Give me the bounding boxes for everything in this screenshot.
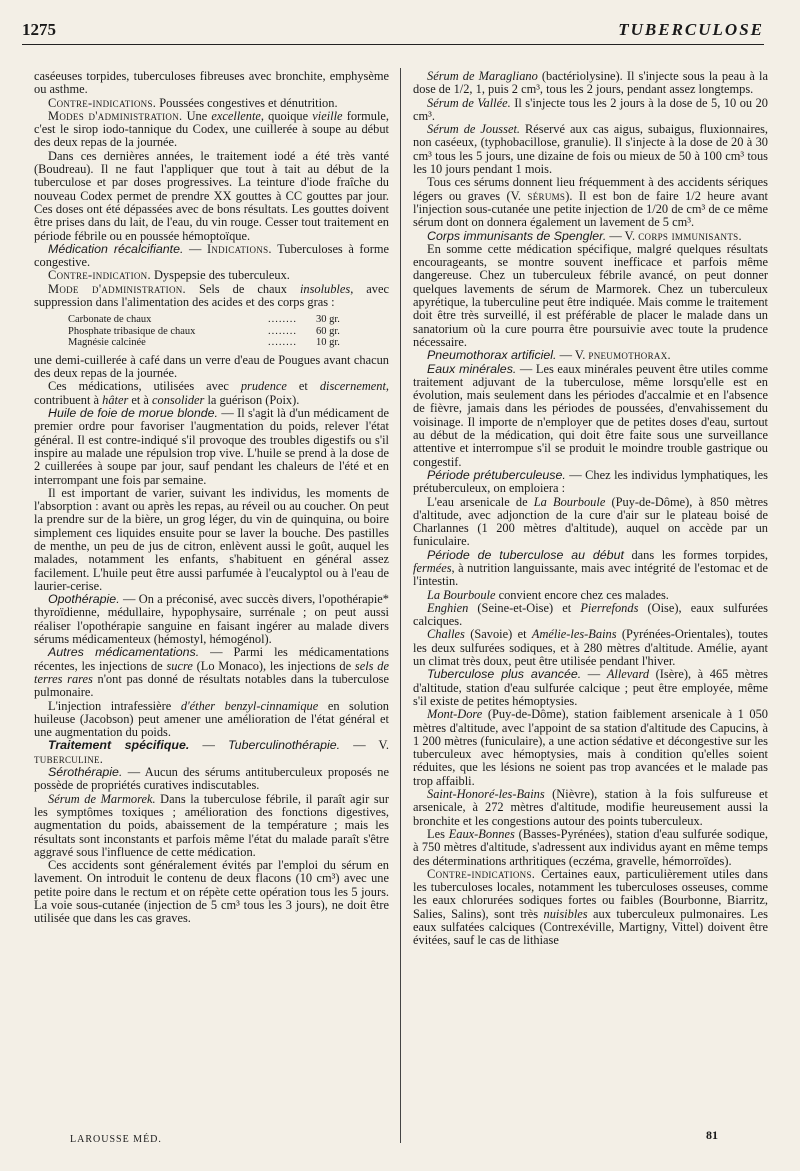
paragraph: La Bourboule convient encore chez ces malades. bbox=[427, 587, 669, 602]
subsection-title: Sérum de Marmorek. bbox=[48, 791, 156, 806]
paragraph-serum-maragliano: Sérum de Maragliano (bactériolysine). Il s'injecte sous la peau à la dose de 1/2, 1, puis 2 cm³, tous les 2 jours, pendant assez longtemps. bbox=[413, 69, 768, 97]
prescription-row: Magnésie calcinée ........ 10 gr. bbox=[68, 337, 340, 349]
paragraph: caséeuses torpides, tuberculoses fibreuses avec bronchite, emphysème ou asthme. bbox=[34, 69, 389, 97]
subsection-title: Médication récalcifiante. bbox=[48, 241, 184, 256]
subsection-title: Sérum de Vallée. bbox=[427, 95, 511, 110]
paragraph-periode-pretuberculeuse: Période prétuberculeuse. — Chez les individus lymphatiques, les prétuberculeux, on emploiera : bbox=[413, 467, 769, 496]
subsection-title: Autres médicamentations. bbox=[48, 645, 200, 660]
subsection-title: Sérum de Jousset. bbox=[427, 122, 520, 137]
paragraph-traitement-iode: Dans ces dernières années, le traitement iodé a été très vanté (Boudreau). Il ne faut l'appliquer que tout à tait au début de la tuberculose et par doses progressives. La teinture d'iode fraîche du nouveau Codex permet de prendre XX gouttes à CC gouttes par jour. Ces doses ont été dépassées avec de bons résultats. Les gouttes doivent être prises dans du lait, de l'eau, du vin rouge. Cesser tout traitement en période fébrile ou en poussée hémoptoïque. bbox=[34, 148, 389, 243]
paragraph: une demi-cuillerée à café dans un verre d'eau de Pougues avant chacun des deux repas de la journée. bbox=[34, 352, 389, 381]
paragraph: Il est important de varier, suivant les individus, les moments de l'absorption : avant ou après les repas, au réveil ou au coucher. On peut la prendre sur de la bière, un grog léger, du vin de quinquina, ou boire simplement ces liquides ensuite pour se laver la bouche. Des pastilles de menthe, un peu de jus de citron, enlèvent aussi le goût, auquel les malades, notamment les enfants, s'habituent en général assez facilement. L'huile peut être aussi parfumée à l'eucalyptol ou à l'eau de laurier-cerise. bbox=[34, 485, 389, 593]
subsection-title: Période de tuberculose au début bbox=[427, 547, 624, 562]
paragraph: Ces médications, utilisées avec prudence et discernement, contribuent à hâter et à consolider la guérison (Poix). bbox=[34, 379, 390, 407]
paragraph-pneumothorax: Pneumothorax artificiel. — V. pneumothorax. bbox=[427, 348, 671, 363]
paragraph-huile-foie-morue: Huile de foie de morue blonde. — Il s'agit là d'un médicament de premier ordre pour favoriser l'augmentation du poids, relever l'état général. Il est contre-indiqué s'il provoque des troubles digestifs ou s'il inspire au malade une répulsion trop vive. L'huile se prend à la dose de 2 cuillerées à soupe par jour, sauf pendant les chaleurs de l'été et en interrompant une fois par semaine. bbox=[34, 406, 389, 487]
left-column bbox=[34, 70, 389, 926]
paragraph-serum-vallee: Sérum de Vallée. Il s'injecte tous les 2 jours à la dose de 5, 10 ou 20 cm³. bbox=[413, 95, 768, 123]
paragraph: Mont-Dore (Puy-de-Dôme), station faiblement arsenicale à 1 050 mètres d'altitude, avec l'appoint de sa station d'altitude des Capucins, à 1 200 mètres (funiculaire), a une action sédative et décongestive sur les tuberculeux avec hémoptysies, mais à condition qu'elles soient réduites, que les lésions ne soient pas trop avancées et le malade pas trop affaibli. bbox=[413, 707, 768, 788]
paragraph: L'eau arsenicale de La Bourboule (Puy-de-Dôme), à 850 mètres d'altitude, avec adjonction de la cure d'air sur le plateau boisé de Charlannes (1 200 mètres d'altitude), auquel on accède par un funiculaire. bbox=[413, 494, 768, 549]
paragraph: Enghien (Seine-et-Oise) et Pierrefonds (Oise), eaux sulfurées calciques. bbox=[413, 600, 768, 629]
subsection-title: Pneumothorax artificiel. bbox=[427, 348, 557, 363]
subsection-title: Tuberculose plus avancée. bbox=[427, 667, 582, 682]
prescription-row: Phosphate tribasique de chaux ........ 60 gr. bbox=[68, 325, 340, 337]
paragraph: En somme cette médication spécifique, malgré quelques résultats encourageants, se montre souvent inefficace et parfois même dangereuse. Chez un tuberculeux fébrile avancé, on peut donner quelques lavements de sérum de Marmorek. Chez un tuberculeux apyrétique, la tuberculine peut être indiquée. Mais comme le traitement doit être très surveillé, il est préférable de placer le malade dans un sanatorium où la cure pourra être poursuivie avec toute la prudence nécessaire. bbox=[413, 241, 768, 349]
section-label: Modes d'administration. bbox=[48, 108, 183, 123]
paragraph-serum-marmorek: Sérum de Marmorek. Dans la tuberculose fébrile, il paraît agir sur les symptômes toxiques ; amélioration des fonctions digestives, augmentation du poids, abaissement de la température ; mais les résultats sont inconstants et parfois même l'état du malade paraît s'être aggravé sous l'influence de cette médication. bbox=[34, 791, 389, 859]
page-header bbox=[22, 20, 764, 45]
paragraph-mode-administration: Mode d'administration. Sels de chaux insolubles, avec suppression dans l'alimentation des acides et des corps gras : bbox=[34, 281, 390, 310]
paragraph-traitement-specifique: Traitement spécifique. — Tuberculinothérapie. — V. tuberculine. bbox=[34, 738, 389, 766]
folio-number: 81 bbox=[706, 1128, 718, 1142]
right-column bbox=[413, 70, 768, 948]
paragraph-contre-indications: Contre-indications. Certaines eaux, particulièrement utiles dans les tuberculoses locales, notamment les tuberculoses osseuses, comme les eaux chlorurées sodiques fortes ou faibles (Bourbonne, Biarritz, Salies, Salins), sont très nuisibles aux tuberculeux pulmonaires. Les eaux sulfatées calciques (Contrexéville, Martigny, Vittel) doivent être évitées, sauf le cas de lithiase bbox=[413, 866, 768, 948]
paragraph-tuberculose-debut: Période de tuberculose au début dans les formes torpides, fermées, à nutrition languissante, mais avec intégrité de l'estomac et de l'intestin. bbox=[413, 547, 768, 589]
paragraph: L'injection intrafessière d'éther benzyl-cinnamique en solution huileuse (Jacobson) peut amener une amélioration de l'état général et une augmentation du poids. bbox=[34, 698, 389, 740]
paragraph-medication-recalcifiante: Médication récalcifiante. — Indications. Tuberculoses à forme congestive. bbox=[34, 241, 389, 270]
column-divider bbox=[400, 68, 401, 1143]
paragraph-autres-medicamentations: Autres médicamentations. — Parmi les médicamentations récentes, les injections de sucre (Lo Monaco), les injections de sels de terres rares n'ont pas donné de résultats notables dans la tuberculose pulmonaire. bbox=[34, 645, 390, 700]
subsection-title: Opothérapie. bbox=[48, 592, 120, 607]
subsection-title: Traitement spécifique. bbox=[48, 738, 190, 753]
page-number: 1275 bbox=[22, 20, 56, 39]
subsection-title: Période prétuberculeuse. bbox=[427, 467, 566, 482]
paragraph: Tous ces sérums donnent lieu fréquemment à des accidents sériques légers ou graves (V. sérums). Il est bon de faire 1/2 heure avant l'injection sous-cutanée une petite injection de 1/20 de cm³ de ce même sérum dont on donnera également un lavement de 5 cm³. bbox=[413, 175, 769, 230]
paragraph-eaux-minerales: Eaux minérales. — Les eaux minérales peuvent être utiles comme traitement adjuvant de la tuberculose, même lorsqu'elle est en évolution, mais seulement dans les périodes d'accalmie et en l'absence de fièvre, jamais dans les périodes de poussées, d'envahissement du voisinage. Il importe de n'employer que de petites doses d'eau, surtout au début de la médication, qui doit être faite sous une surveillance attentive et interrompue s'il se produit le moindre trouble gastrique ou congestif. bbox=[413, 361, 768, 469]
paragraph-contre-indication: Contre-indication. Dyspepsie des tuberculeux. bbox=[48, 268, 290, 283]
paragraph: Challes (Savoie) et Amélie-les-Bains (Pyrénées-Orientales), toutes les deux sulfurées sodiques, et à 280 mètres d'altitude. Amélie, ayant un climat très doux, peut être utilisée pendant l'hiver. bbox=[413, 627, 768, 669]
section-label: Contre-indications. bbox=[48, 95, 157, 110]
paragraph: Ces accidents sont généralement évités par l'emploi du sérum en lavement. On introduit le contenu de deux flacons (10 cm³) avec une petite poire dans le rectum et on répète cette opération tous les 5 jours. La voie sous-cutanée (injection de 5 cm³ tous les 3 jours), ne doit être utilisée que dans les cas graves. bbox=[34, 858, 389, 926]
paragraph-corps-immunisants: Corps immunisants de Spengler. — V. corps immunisants. bbox=[427, 228, 742, 243]
paragraph-opotherapie: Opothérapie. — On a préconisé, avec succès divers, l'opothérapie* thyroïdienne, médullaire, hypophysaire, surrénale ; on peut aussi réaliser l'opothérapie sanguine en faisant ingérer au malade divers sérums médicamenteux (hémostyl, hémogénol). bbox=[34, 592, 389, 647]
subsection-title: Eaux minérales. bbox=[427, 361, 517, 376]
paragraph: Les Eaux-Bonnes (Basses-Pyrénées), station d'eau sulfurée sodique, à 750 mètres d'altitude, s'adressent aux individus ayant en même temps des déterminations arthritiques (eczéma, gravelle, hémorroïdes). bbox=[413, 826, 768, 868]
paragraph: Saint-Honoré-les-Bains (Nièvre), station à la fois sulfureuse et arsenicale, à 272 mètres d'altitude, modifie heureusement aussi la bronchite et les congestions autour des points tuberculeux. bbox=[413, 787, 768, 828]
paragraph-contre-indications: Contre-indications. Poussées congestives et dénutrition. bbox=[48, 95, 338, 110]
subsection-title: Corps immunisants de Spengler. bbox=[427, 228, 607, 243]
subsection-title: Sérothérapie. bbox=[48, 765, 123, 780]
subsection-title: Sérum de Maragliano bbox=[427, 69, 538, 83]
section-label: Contre-indication. bbox=[48, 268, 151, 283]
paragraph-tuberculose-avancee: Tuberculose plus avancée. — Allevard (Isère), à 465 mètres d'altitude, station d'eau sulfurée calcique ; peut être employée, même s'il existe de petites hémoptysies. bbox=[413, 667, 768, 708]
paragraph-serum-jousset: Sérum de Jousset. Réservé aux cas aigus, subaigus, fluxionnaires, non caséeux, (typhobacillose, granulie). Il s'injecte à la dose de 20 à 30 cm³ tous les 5 jours, une dizaine de fois ou mieux de 50 à 100 cm³ tous les 10 jours pendant 1 mois. bbox=[413, 122, 768, 177]
subsection-title: Huile de foie de morue blonde. bbox=[48, 406, 218, 421]
section-label: Contre-indications. bbox=[427, 866, 536, 881]
running-title: TUBERCULOSE bbox=[618, 20, 764, 39]
paragraph-modes-administration: Modes d'administration. Une excellente, quoique vieille formule, c'est le sirop iodo-tannique du Codex, une cuillerée à soupe au début des deux repas de la journée. bbox=[34, 108, 390, 150]
publisher-footer: LAROUSSE MÉD. bbox=[70, 1134, 162, 1145]
paragraph-serotherapie: Sérothérapie. — Aucun des sérums antituberculeux proposés ne possède de propriétés curatives indiscutables. bbox=[34, 765, 389, 793]
section-label: Mode d'administration. bbox=[48, 281, 186, 296]
prescription-row: Carbonate de chaux ........ 30 gr. bbox=[68, 314, 340, 326]
prescription-table bbox=[68, 314, 340, 349]
